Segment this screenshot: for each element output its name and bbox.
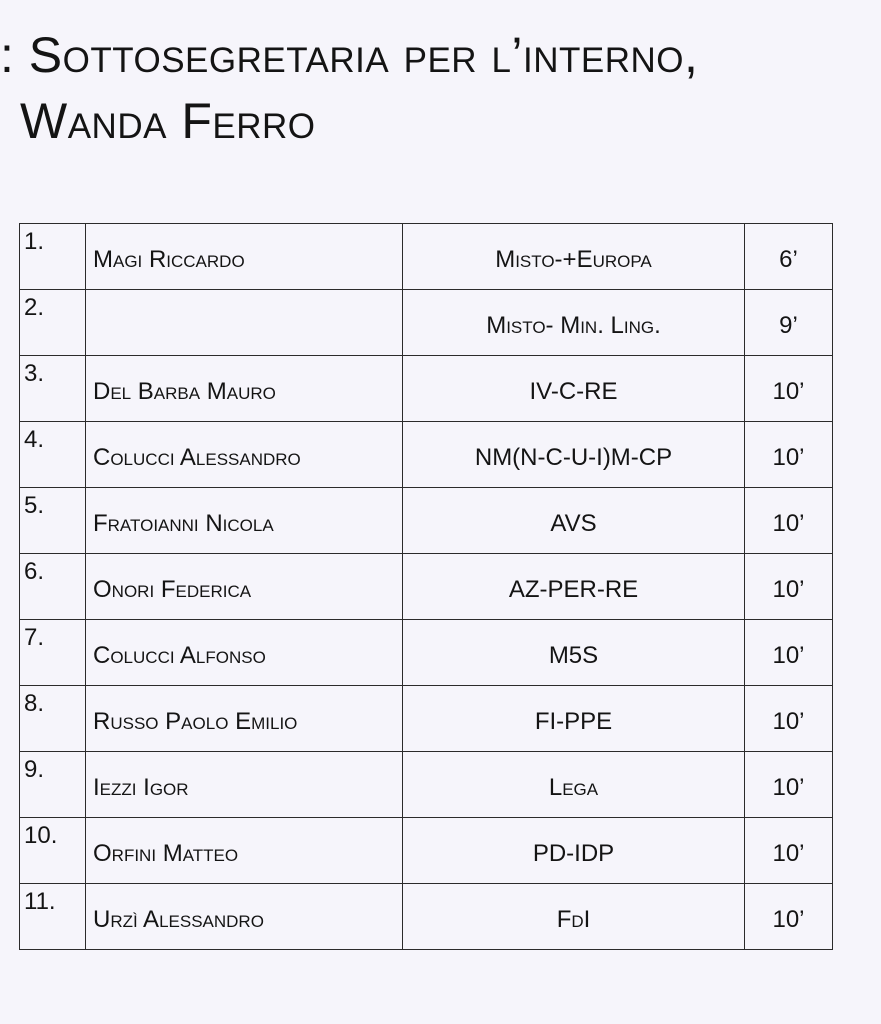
row-number: 5. <box>20 488 86 554</box>
table-row <box>20 290 833 356</box>
table-row <box>20 884 833 950</box>
row-number: 3. <box>20 356 86 422</box>
speakers-table <box>19 223 833 950</box>
parliamentary-group: Misto- Min. Ling. <box>403 290 745 356</box>
speaking-time: 6’ <box>745 224 833 290</box>
speaker-name: Fratoianni Nicola <box>86 488 403 554</box>
parliamentary-group: Lega <box>403 752 745 818</box>
speaker-name: Del Barba Mauro <box>86 356 403 422</box>
speaker-name <box>86 290 403 356</box>
speaker-name: Russo Paolo Emilio <box>86 686 403 752</box>
speaker-name: Colucci Alfonso <box>86 620 403 686</box>
parliamentary-group: AZ-PER-RE <box>403 554 745 620</box>
speaking-time: 10’ <box>745 422 833 488</box>
table-row <box>20 554 833 620</box>
speaker-name: Magi Riccardo <box>86 224 403 290</box>
heading-line-1: : Sottosegretaria per l’interno, <box>0 27 699 83</box>
speaking-time: 10’ <box>745 884 833 950</box>
parliamentary-group: M5S <box>403 620 745 686</box>
table-row <box>20 224 833 290</box>
speaking-time: 10’ <box>745 488 833 554</box>
row-number: 1. <box>20 224 86 290</box>
row-number: 10. <box>20 818 86 884</box>
row-number: 6. <box>20 554 86 620</box>
speakers-table-body <box>20 224 833 950</box>
heading-line-2: Wanda Ferro <box>20 93 316 149</box>
speaking-time: 10’ <box>745 356 833 422</box>
speaking-time: 10’ <box>745 554 833 620</box>
parliamentary-group: FdI <box>403 884 745 950</box>
row-number: 9. <box>20 752 86 818</box>
speaker-name: Onori Federica <box>86 554 403 620</box>
table-row <box>20 488 833 554</box>
speaker-name: Orfini Matteo <box>86 818 403 884</box>
parliamentary-group: PD-IDP <box>403 818 745 884</box>
row-number: 4. <box>20 422 86 488</box>
row-number: 8. <box>20 686 86 752</box>
parliamentary-group: IV-C-RE <box>403 356 745 422</box>
speaking-time: 10’ <box>745 620 833 686</box>
parliamentary-group: AVS <box>403 488 745 554</box>
row-number: 11. <box>20 884 86 950</box>
speaker-name: Urzì Alessandro <box>86 884 403 950</box>
table-row <box>20 356 833 422</box>
table-row <box>20 620 833 686</box>
speaker-name: Iezzi Igor <box>86 752 403 818</box>
table-row <box>20 422 833 488</box>
speaking-time: 9’ <box>745 290 833 356</box>
row-number: 2. <box>20 290 86 356</box>
parliamentary-group: NM(N-C-U-I)M-CP <box>403 422 745 488</box>
speaking-time: 10’ <box>745 818 833 884</box>
parliamentary-group: FI-PPE <box>403 686 745 752</box>
table-row <box>20 818 833 884</box>
parliamentary-group: Misto-+Europa <box>403 224 745 290</box>
row-number: 7. <box>20 620 86 686</box>
table-row <box>20 752 833 818</box>
table-row <box>20 686 833 752</box>
speaking-time: 10’ <box>745 686 833 752</box>
speaking-time: 10’ <box>745 752 833 818</box>
speaker-name: Colucci Alessandro <box>86 422 403 488</box>
